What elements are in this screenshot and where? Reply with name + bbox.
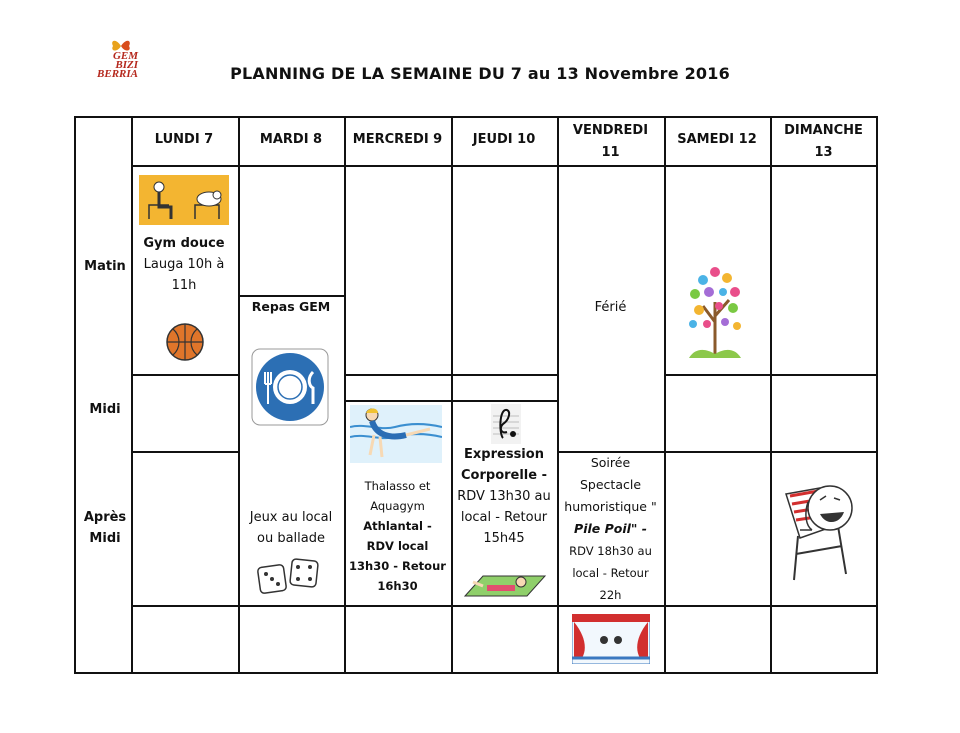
logo-text-bizi: BIZI	[115, 59, 138, 71]
event-expression-corporelle	[451, 444, 557, 549]
page-title: PLANNING DE LA SEMAINE DU 7 au 13 Novembre 2016	[230, 64, 730, 83]
plate-cutlery-icon	[251, 348, 329, 426]
day-header-mardi	[238, 130, 344, 149]
event-title: Expression	[464, 447, 544, 462]
period-label: Midi	[89, 531, 121, 546]
event-detail: Spectacle	[579, 477, 642, 492]
event-detail: 15h45	[483, 531, 525, 546]
event-detail: Thalasso et	[364, 479, 431, 493]
dice-icon	[255, 556, 325, 596]
theater-stage-icon	[572, 614, 650, 664]
gym-exercise-icon	[139, 175, 229, 225]
day-label: MARDI 8	[259, 132, 323, 147]
event-detail: Jeux au local	[249, 510, 333, 525]
logo-text-gem: GEM	[112, 50, 138, 62]
event-detail: Aquagym	[370, 499, 425, 513]
swimmer-icon	[350, 405, 442, 463]
flower-tree-icon	[685, 262, 745, 360]
relaxing-person-icon	[463, 566, 547, 600]
event-ferie: Férié	[594, 300, 627, 315]
period-matin: Matin	[84, 259, 126, 274]
event-detail: humoristique "	[564, 499, 657, 514]
event-detail: 13h30 - Retour	[349, 559, 446, 573]
event-thalasso	[344, 476, 451, 596]
day-label: SAMEDI 12	[677, 132, 757, 147]
event-jeux	[238, 507, 344, 549]
event-repas-gem: Repas GEM	[251, 299, 331, 314]
day-label: MERCREDI 9	[352, 132, 443, 147]
event-detail: ou ballade	[257, 531, 325, 546]
event-gym-douce	[131, 233, 237, 296]
period-apres-midi	[76, 507, 134, 549]
logo-text-berria: BERRIA	[97, 68, 138, 80]
day-number: 11	[601, 145, 620, 160]
event-detail: RDV local	[366, 539, 429, 553]
period-label: Après	[83, 510, 127, 525]
day-label: JEUDI 10	[472, 132, 536, 147]
event-detail: RDV 13h30 au	[457, 489, 551, 504]
event-detail: 22h	[599, 588, 622, 602]
day-header-vendredi	[557, 120, 664, 164]
day-header-lundi	[131, 130, 237, 149]
event-detail: local - Retour	[460, 510, 548, 525]
event-detail: local - Retour	[572, 566, 649, 580]
laughing-character-icon	[780, 474, 864, 586]
day-label: VENDREDI	[572, 123, 649, 138]
event-detail: Soirée	[590, 455, 631, 470]
day-header-dimanche	[770, 120, 877, 164]
music-note-icon	[491, 404, 521, 444]
event-detail: 11h	[171, 278, 197, 293]
event-detail: Athlantal -	[363, 519, 432, 533]
basketball-icon	[165, 322, 205, 362]
event-spectacle	[557, 452, 664, 606]
event-detail: Pile Poil" -	[574, 521, 647, 536]
event-title: Gym douce	[143, 236, 225, 251]
day-header-jeudi	[451, 130, 557, 149]
event-title: Corporelle -	[461, 468, 547, 483]
period-midi: Midi	[89, 402, 121, 417]
event-detail: Lauga 10h à	[143, 257, 225, 272]
day-label: DIMANCHE	[784, 123, 863, 138]
day-header-mercredi	[344, 130, 451, 149]
day-header-samedi	[664, 130, 770, 149]
event-detail: RDV 18h30 au	[569, 544, 652, 558]
day-label: LUNDI 7	[154, 132, 214, 147]
day-number: 13	[814, 145, 833, 160]
event-detail: 16h30	[377, 579, 418, 593]
